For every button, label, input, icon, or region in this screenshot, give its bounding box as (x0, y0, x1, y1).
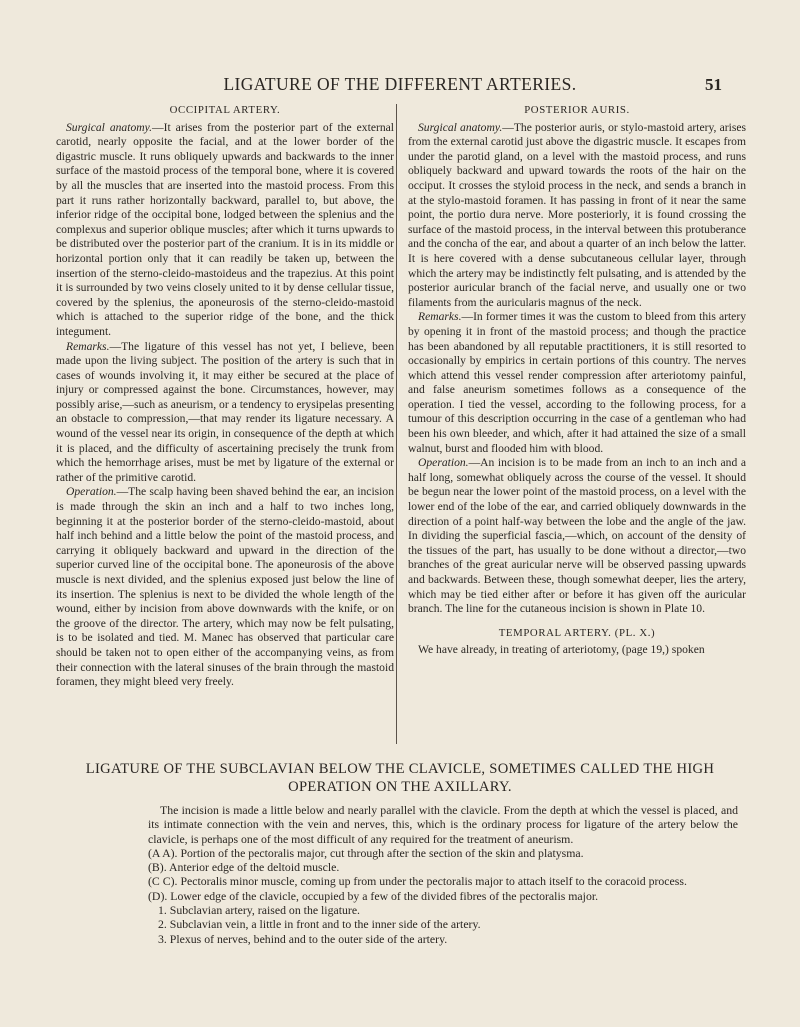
legend-item: (C C). Pectoralis minor muscle, coming up from under the pectoralis major to attach itself to the coracoid process. (148, 874, 687, 889)
right-column (408, 103, 746, 658)
paragraph-text: —An incision is to be made from an inch to an inch and a half long, somewhat obliquely across the course of the vessel. It should be begun near the lower point of the mastoid process, on a level with the lower end of the lobe of the ear, and carried obliquely downwards in the direction of a point half-way between the lobe and the angle of the jaw. In dividing the superficial fascia,—which, on account of the density of the tissues of the part, has usually to be done without a director,—two branches of the great auricular nerve will be observed passing upwards and backwards. Between these, though somewhat deeper, lies the artery, which may be tied either after or before it has given off the auricular branch. The line for the cutaneous incision is shown in Plate 10. (408, 456, 746, 616)
paragraph-lead: Surgical anatomy. (66, 120, 153, 134)
legend-numbered-item: 2. Subclavian vein, a little in front and to the inner side of the artery. (158, 917, 481, 932)
paragraph (408, 456, 746, 617)
plate-title (40, 761, 760, 796)
column-divider (396, 104, 397, 744)
paragraph-lead: Remarks. (418, 310, 462, 324)
paragraph-text: —In former times it was the custom to bleed from this artery by opening it in front of the mastoid process; and though the practice has been abandoned by all reputable practitioners, it is still resorted to occasionally by empirics in certain portions of this country. The nerves which attend this vessel render compression after arteriotomy painful, and false aneurism sometimes follows as a consequence of the operation. I tied the vessel, according to the following process, for a tumour of this description occurring in the case of a gentleman who had been his own bleeder, and which, after it had attained the size of a small walnut, burst and flooded him with blood. (408, 310, 746, 455)
section-heading-temporal: TEMPORAL ARTERY. (PL. X.) (498, 626, 656, 639)
paragraph (408, 121, 746, 311)
paragraph-lead: Surgical anatomy. (418, 120, 503, 134)
legend-item: (B). Anterior edge of the deltoid muscle. (148, 860, 340, 875)
paragraph-lead: Operation. (418, 456, 469, 470)
paragraph-text: —The scalp having been shaved behind the ear, an incision is made through the skin an inch and a half to two inches long, beginning it at the posterior border of the sterno-cleido-mastoid, about half inch behind and a little below the point of the mastoid process, and carrying it obliquely backward and upward in the direction of the superior curved line of the occipital bone. The aponeurosis of the above muscle is next divided, and the splenius exposed just below the line of its insertion. The splenius is next to be divided the whole length of the wound, either by incision from above downwards with the knife, or on the groove of the director. The artery, which may now be felt pulsating, is to be isolated and tied. M. Manec has observed that particular care should be taken not to open either of the accompanying veins, as from their connection with the lateral sinuses of the brain through the mastoid foramen, they might bleed very freely. (56, 485, 394, 689)
paragraph-lead: Operation. (66, 485, 117, 499)
legend-numbered-item: 1. Subclavian artery, raised on the ligature. (158, 903, 361, 918)
plate-description (148, 803, 738, 946)
paragraph (56, 121, 394, 340)
paragraph-text: —The posterior auris, or stylo-mastoid artery, arises from the external carotid just above the digastric muscle. It escapes from under the parotid gland, on a level with the mastoid process, and runs obliquely backward and upward towards the roots of the hair on the occiput. It crosses the styloid process in the neck, and sends a branch in at the stylo-mastoid foramen. It has passing in front of it near the same point, the portio dura nerve. More posteriorly, it is found crossing the surface of the mastoid process, in the interval between this protuberance and the concha of the ear, and about a quarter of an inch below the latter. It is here covered with a dense subcutaneous cellular layer, through which the artery may be indistinctly felt pulsating, and is attended by the posterior auricular branch of the facial nerve, and usually one or two filaments from the auricularis magnus of the neck. (408, 120, 746, 309)
running-head: LIGATURE OF THE DIFFERENT ARTERIES. (223, 74, 577, 94)
paragraph-text: —The ligature of this vessel has not yet, I believe, been made upon the living subject. The position of the artery is such that in cases of wounds involving it, it may either be secured at the place of injury or compressed against the bone. Circumstances, however, may possibly arise,—such as aneurism, or a tendency to erysipelas presenting an obstacle to compression,—that may render its ligature necessary. A wound of the vessel near its origin, in consequence of the depth at which it is placed, and the difficulty of ascertaining precisely the trunk from which the hemorrhage arises, must be met by ligature of the external or rather of the primitive carotid. (56, 339, 394, 484)
section-heading-posterior-auris: POSTERIOR AURIS. (524, 104, 630, 116)
left-column (56, 103, 394, 690)
paragraph-lead: Remarks. (66, 339, 110, 353)
paragraph (56, 340, 394, 486)
section-heading-occipital: OCCIPITAL ARTERY. (169, 104, 281, 116)
page-number: 51 (705, 75, 722, 94)
plate-title-line: OPERATION ON THE AXILLARY. (288, 778, 512, 795)
plate-intro: The incision is made a little below and nearly parallel with the clavicle. From the depth at which the vessel is placed, and its intimate connection with the vein and nerves, this, which is the ordinary process for ligature of the artery below the clavicle, is perhaps one of the most difficult of any required for the treatment of aneurism. (148, 803, 738, 846)
paragraph (408, 310, 746, 456)
paragraph (56, 485, 394, 689)
paragraph: We have already, in treating of arteriotomy, (page 19,) spoken (418, 643, 705, 657)
legend-item: (A A). Portion of the pectoralis major, cut through after the section of the skin and platysma. (148, 845, 584, 860)
paragraph-text: —It arises from the posterior part of the external carotid, nearly opposite the facial, and at the lower border of the digastric muscle. It runs obliquely upwards and backwards to the inner surface of the mastoid process of the temporal bone, where it is covered by all the muscles that are inserted into the mastoid process. From this part it runs rather horizontally backward, parallel to, but above, the inferior ridge of the occipital bone, lodged between the splenius and the complexus and superior oblique muscles; after which it turns upwards to be distributed over the posterior part of the cranium. It is in its middle or horizontal portion only that it can readily be taken up, between the insertion of the sterno-cleido-mastoideus and the trapezius. At this point it is surrounded by two veins closely united to it by dense cellular tissue, covered by the splenius, the aponeurosis of the sterno-cleido-mastoid which is attached to the superior ridge of the bone, and the thick integument. (56, 120, 394, 338)
plate-title-line: LIGATURE OF THE SUBCLAVIAN BELOW THE CLAVICLE, SOMETIMES CALLED THE HIGH (85, 761, 715, 777)
legend-numbered-item: 3. Plexus of nerves, behind and to the outer side of the artery. (158, 931, 448, 946)
legend-item: (D). Lower edge of the clavicle, occupied by a few of the divided fibres of the pectoralis major. (148, 888, 599, 903)
